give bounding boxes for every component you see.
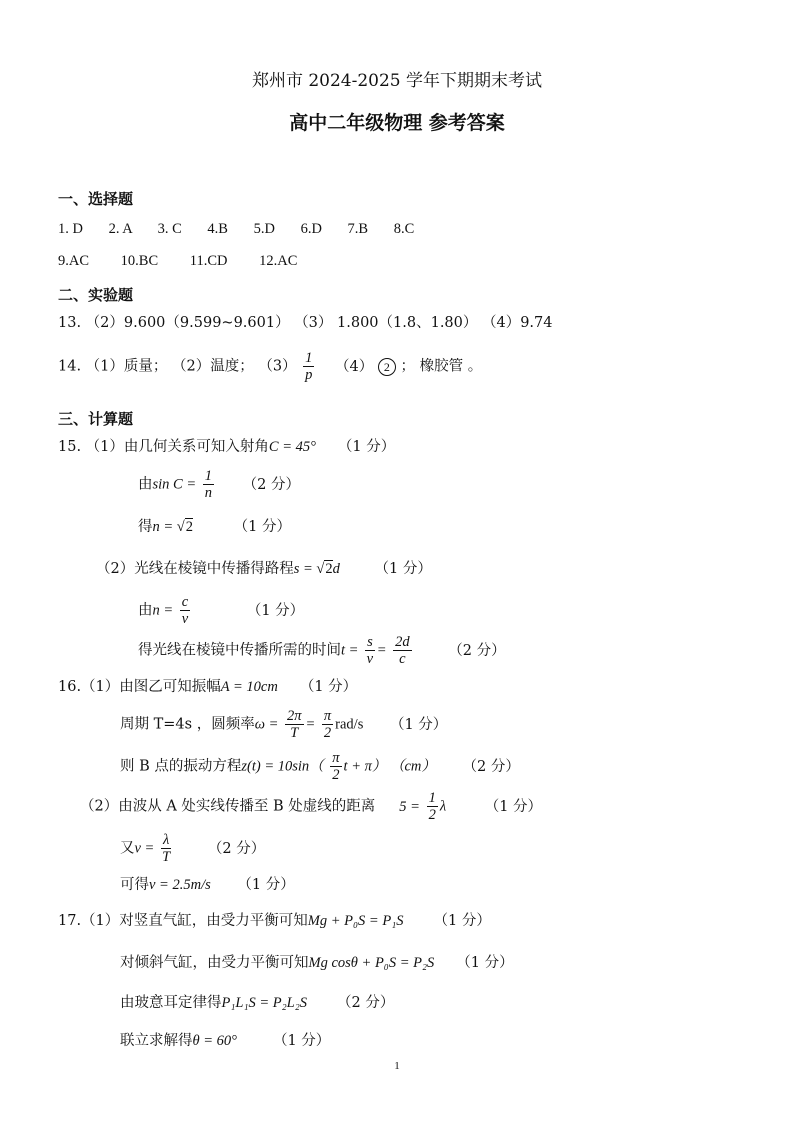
answer-11: 11.CD bbox=[189, 253, 228, 269]
q15-line-6: 得光线在棱镜中传播所需的时间t = $\frac{s}{v}$ = $\frac{2d}{c}$ （2 分） bbox=[138, 634, 506, 667]
answer-4: 4.B bbox=[207, 221, 228, 237]
q15-line-4: （2）光线在棱镜中传播得路程s = √2d （1 分） bbox=[96, 561, 432, 577]
answer-10: 10.BC bbox=[120, 253, 159, 269]
q15-line-2: 由sin C = $\frac{1}{n}$ （2 分） bbox=[138, 468, 300, 501]
answer-9: 9.AC bbox=[58, 253, 90, 269]
q16-line-3: 则 B 点的振动方程z(t) = 10sin（ $\frac{\pi}{2}$ t + π） （cm） （2 分） bbox=[120, 750, 520, 783]
answer-12: 12.AC bbox=[259, 253, 298, 269]
section-heading-choice: 一、选择题 bbox=[58, 190, 134, 208]
q16-line-5: 又v = $\frac{\lambda}{T}$ （2 分） bbox=[120, 832, 266, 865]
q17-line-3: 由玻意耳定律得P₁L₁S = P₂L₂S （2 分） bbox=[120, 995, 395, 1011]
answer-5: 5.D bbox=[253, 221, 275, 237]
answer-title: 高中二年级物理 参考答案 bbox=[289, 112, 505, 134]
q17-line-1: 17.（1）对竖直气缸，由受力平衡可知Mg + P₀S = P₁S （1 分） bbox=[58, 913, 491, 929]
choice-row-1 bbox=[58, 220, 414, 238]
exam-title: 郑州市 2024-2025 学年下期期末考试 bbox=[251, 71, 543, 91]
section-heading-experiment: 二、实验题 bbox=[58, 286, 134, 304]
choice-row-2 bbox=[58, 252, 297, 270]
answer-1: 1. D bbox=[58, 221, 83, 237]
q13-answer: 13. （2）9.600（9.599~9.601） （3） 1.800（1.8、1.80） （4）9.74 bbox=[58, 315, 553, 331]
q16-line-4: （2）由波从 A 处实线传播至 B 处虚线的距离 5 = $\frac{1}{2}$ λ （1 分） bbox=[80, 790, 543, 823]
q17-line-4: 联立求解得θ = 60° （1 分） bbox=[120, 1033, 331, 1049]
fraction-1-over-p: $\frac{1}{p}$ bbox=[305, 350, 313, 383]
q16-line-6: 可得v = 2.5m/s （1 分） bbox=[120, 877, 295, 893]
q17-line-2: 对倾斜气缸，由受力平衡可知Mg cosθ + P₀S = P₂S （1 分） bbox=[120, 955, 514, 971]
q16-line-2: 周期 T=4s ，圆频率ω = $\frac{2\pi}{T}$ = $\frac{\pi}{2}$ rad/s （1 分） bbox=[120, 708, 448, 741]
section-heading-calculation: 三、计算题 bbox=[58, 410, 134, 428]
answer-6: 6.D bbox=[300, 221, 322, 237]
circled-number-2: 2 bbox=[378, 358, 396, 376]
answer-2: 2. A bbox=[108, 221, 132, 237]
answer-7: 7.B bbox=[347, 221, 369, 237]
q15-line-5: 由n = $\frac{c}{v}$ （1 分） bbox=[138, 594, 305, 627]
answer-8: 8.C bbox=[393, 221, 415, 237]
q14-answer: 14. （1）质量； （2）温度； （3） $\frac{1}{p}$ （4） 2 ； 橡胶管 。 bbox=[58, 350, 483, 383]
q15-line-1: 15. （1）由几何关系可知入射角C = 45° （1 分） bbox=[58, 439, 396, 455]
page-number: 1 bbox=[394, 1060, 400, 1072]
q15-line-3: 得n = √2 （1 分） bbox=[138, 519, 291, 535]
answer-3: 3. C bbox=[157, 221, 182, 237]
q16-line-1: 16.（1）由图乙可知振幅A = 10cm （1 分） bbox=[58, 679, 358, 695]
